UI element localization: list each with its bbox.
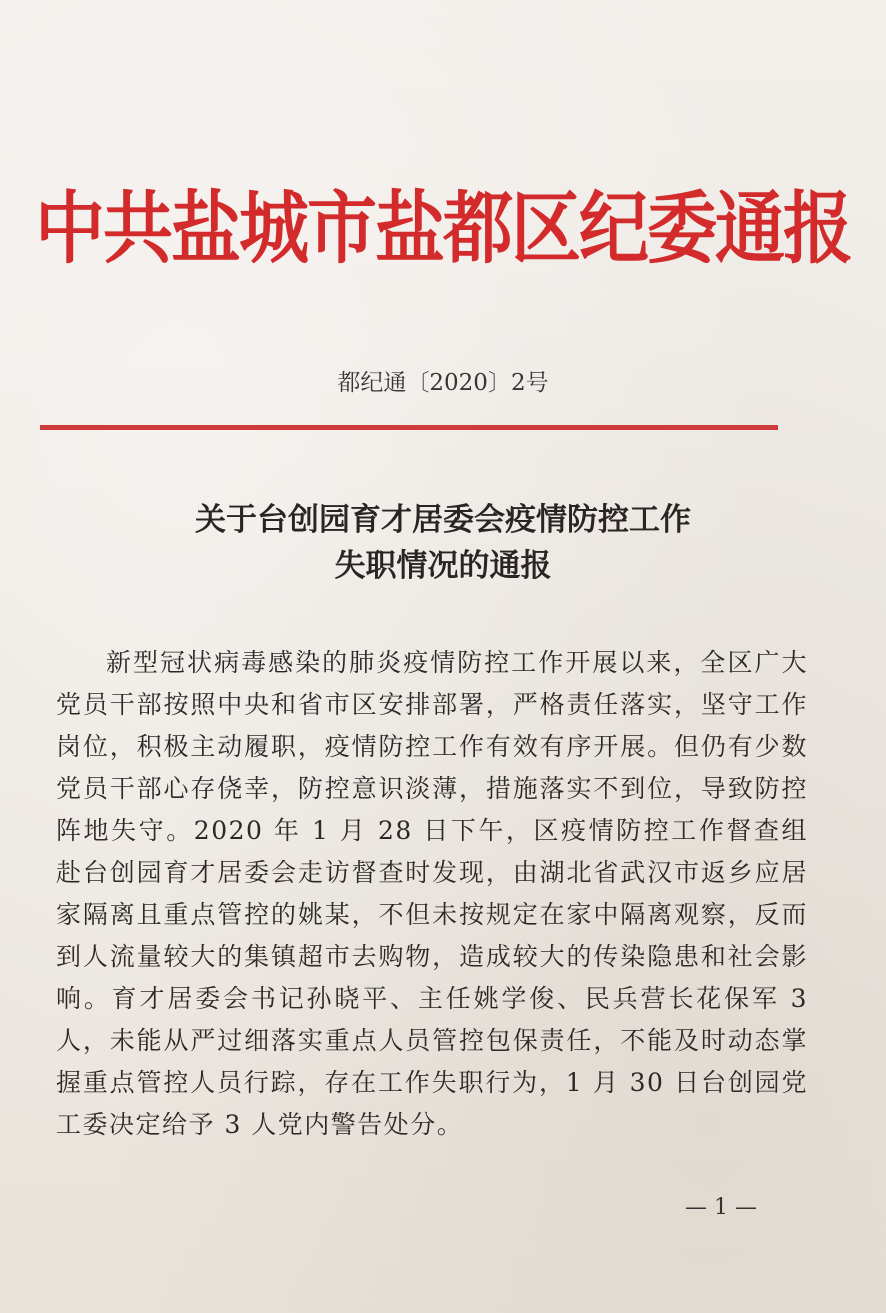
document-title bbox=[0, 497, 886, 589]
body-paragraph: 新型冠状病毒感染的肺炎疫情防控工作开展以来，全区广大党员干部按照中央和省市区安排部署，严格责任落实，坚守工作岗位，积极主动履职，疫情防控工作有效有序开展。但仍有少数党员干部心存侥幸，防控意识淡薄，措施落实不到位，导致防控阵地失守。2020 年 1 月 28 日下午，区疫情防控工作督查组赴台创园育才居委会走访督查时发现，由湖北省武汉市返乡应居家隔离且重点管控的姚某，不但未按规定在家中隔离观察，反而到人流量较大的集镇超市去购物，造成较大的传染隐患和社会影响。育才居委会书记孙晓平、主任姚学俊、民兵营长花保军 3 人，未能从严过细落实重点人员管控包保责任，不能及时动态掌握重点管控人员行踪，存在工作失职行为，1 月 30 日台创园党工委决定给予 3 人党内警告处分。 bbox=[56, 648, 808, 1139]
masthead-title: 中共盐城市盐都区纪委通报 bbox=[35, 182, 851, 275]
red-divider bbox=[40, 425, 778, 430]
page-number: — 1 — bbox=[685, 1195, 757, 1220]
document-number: 都纪通〔2020〕2号 bbox=[337, 370, 549, 396]
title-line-1: 关于台创园育才居委会疫情防控工作 bbox=[195, 502, 691, 538]
title-line-2: 失职情况的通报 bbox=[334, 548, 552, 584]
